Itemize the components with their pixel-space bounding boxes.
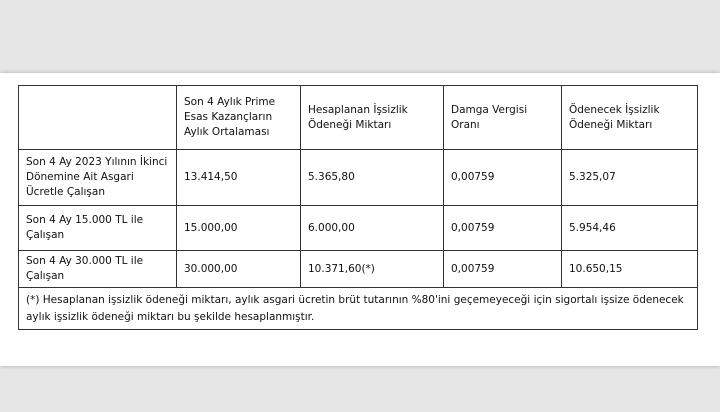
header-cell-stamp-tax-rate: Damga Vergisi Oranı xyxy=(444,86,562,150)
average-earnings-value: 13.414,50 xyxy=(177,150,301,206)
table-row xyxy=(19,251,698,288)
average-earnings-value: 30.000,00 xyxy=(177,251,301,288)
row-label: Son 4 Ay 15.000 TL ile Çalışan xyxy=(19,206,177,251)
header-cell-payable-benefit: Ödenecek İşsizlik Ödeneği Miktarı xyxy=(562,86,698,150)
row-label: Son 4 Ay 2023 Yılının İkinci Dönemine Ait Asgari Ücretle Çalışan xyxy=(19,150,177,206)
calculated-benefit-value: 10.371,60(*) xyxy=(301,251,444,288)
unemployment-benefit-table xyxy=(18,85,698,330)
payable-benefit-value: 5.954,46 xyxy=(562,206,698,251)
table-row xyxy=(19,206,698,251)
payable-benefit-value: 10.650,15 xyxy=(562,251,698,288)
table-footnote-row xyxy=(19,288,698,330)
stamp-tax-rate-value: 0,00759 xyxy=(444,150,562,206)
payable-benefit-value: 5.325,07 xyxy=(562,150,698,206)
document-page xyxy=(0,73,720,366)
footnote-text: (*) Hesaplanan işsizlik ödeneği miktarı, aylık asgari ücretin brüt tutarının %80'ini geçemeyeceği için sigortalı işsize ödenecek aylık işsizlik ödeneği miktarı bu şekilde hesaplanmıştır. xyxy=(19,288,698,330)
average-earnings-value: 15.000,00 xyxy=(177,206,301,251)
calculated-benefit-value: 5.365,80 xyxy=(301,150,444,206)
stamp-tax-rate-value: 0,00759 xyxy=(444,251,562,288)
header-cell-average-earnings: Son 4 Aylık Prime Esas Kazançların Aylık Ortalaması xyxy=(177,86,301,150)
row-label: Son 4 Ay 30.000 TL ile Çalışan xyxy=(19,251,177,288)
header-cell-calculated-benefit: Hesaplanan İşsizlik Ödeneği Miktarı xyxy=(301,86,444,150)
table-header-row xyxy=(19,86,698,150)
header-cell-empty xyxy=(19,86,177,150)
table-row xyxy=(19,150,698,206)
stamp-tax-rate-value: 0,00759 xyxy=(444,206,562,251)
calculated-benefit-value: 6.000,00 xyxy=(301,206,444,251)
